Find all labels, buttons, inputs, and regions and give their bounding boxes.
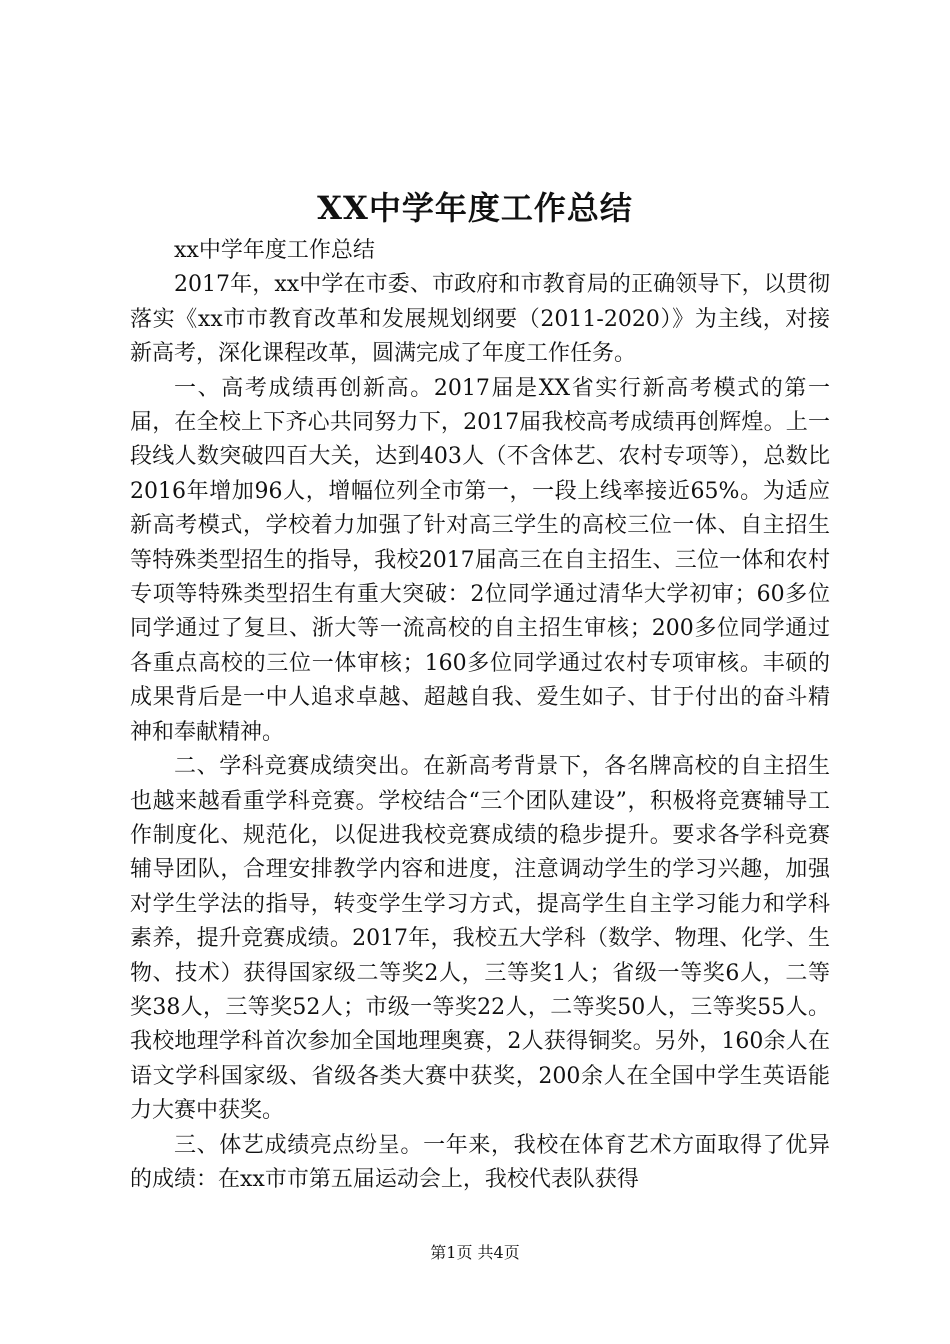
body-paragraph-competitions: 二、学科竞赛成绩突出。在新高考背景下，各名牌高校的自主招生也越来越看重学科竞赛。学校结合“三个团队建设”，积极将竞赛辅导工作制度化、规范化，以促进我校竞赛成绩的稳步提升。要求各学科竞赛辅导团队，合理安排教学内容和进度，注意调动学生的学习兴趣，加强对学生学法的指导，转变学生学习方式，提高学生自主学习能力和学科素养，提升竞赛成绩。2017年，我校五大学科（数学、物理、化学、生物、技术）获得国家级二等奖2人，三等奖1人；省级一等奖6人，二等奖38人，三等奖52人；市级一等奖22人，二等奖50人，三等奖55人。我校地理学科首次参加全国地理奥赛，2人获得铜奖。另外，160余人在语文学科国家级、省级各类大赛中获奖，200余人在全国中学生英语能力大赛中获奖。 bbox=[130, 754, 830, 1124]
body-paragraph-exam-results: 一、高考成绩再创新高。2017届是XX省实行新高考模式的第一届，在全校上下齐心共同努力下，2017届我校高考成绩再创辉煌。上一段线人数突破四百大关，达到403人（不含体艺、农村专项等），总数比2016年增加96人，增幅位列全市第一，一段上线率接近65%。为适应新高考模式，学校着力加强了针对高三学生的高校三位一体、自主招生等特殊类型招生的指导，我校2017届高三在自主招生、三位一体和农村专项等特殊类型招生有重大突破：2位同学通过清华大学初审；60多位同学通过了复旦、浙大等一流高校的自主招生审核；200多位同学通过各重点高校的三位一体审核；160多位同学通过农村专项审核。丰硕的成果背后是一中人追求卓越、超越自我、爱生如子、甘于付出的奋斗精神和奉献精神。 bbox=[130, 375, 830, 745]
body-paragraph-intro: 2017年，xx中学在市委、市政府和市教育局的正确领导下，以贯彻落实《xx市市教育改革和发展规划纲要（2011-2020）》为主线，对接新高考，深化课程改革，圆满完成了年度工作任务。 bbox=[130, 272, 830, 367]
body-paragraph-sports-arts: 三、体艺成绩亮点纷呈。一年来，我校在体育艺术方面取得了优异的成绩：在xx市市第五届运动会上，我校代表队获得 bbox=[130, 1132, 830, 1192]
document-title: XX中学年度工作总结 bbox=[317, 189, 633, 227]
document-body bbox=[130, 234, 830, 1197]
body-paragraph-subtitle: xx中学年度工作总结 bbox=[174, 238, 375, 263]
page-footer: 第1页 共4页 bbox=[430, 1243, 520, 1262]
